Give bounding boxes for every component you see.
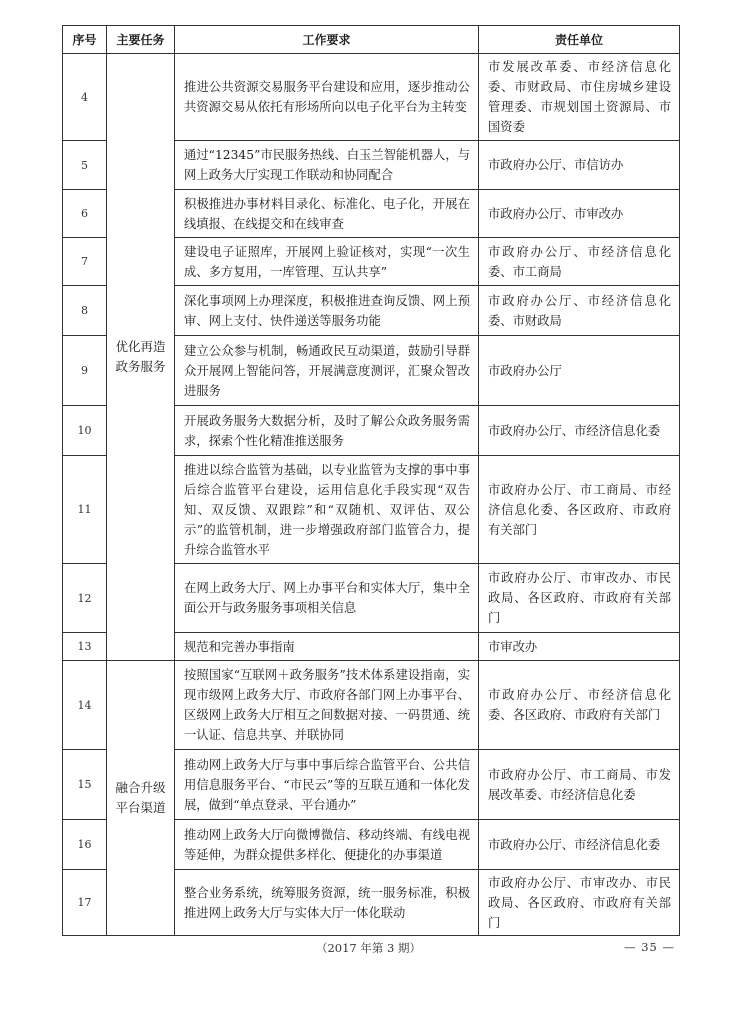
header-unit: 责任单位 xyxy=(479,26,680,54)
row-no: 12 xyxy=(63,564,107,633)
row-requirement: 推动网上政务大厅与事中事后综合监管平台、公共信用信息服务平台、“市民云”等的互联互通和一体化发展，做到“单点登录、平台通办” xyxy=(175,750,479,820)
row-unit: 市政府办公厅、市经济信息化委 xyxy=(479,406,680,456)
row-no: 13 xyxy=(63,633,107,661)
row-requirement: 在网上政务大厅、网上办事平台和实体大厅，集中全面公开与政务服务事项相关信息 xyxy=(175,564,479,633)
row-unit: 市政府办公厅、市经济信息化委、市工商局 xyxy=(479,238,680,286)
row-unit: 市审改办 xyxy=(479,633,680,661)
row-unit: 市政府办公厅、市经济信息化委、市财政局 xyxy=(479,286,680,336)
row-no: 17 xyxy=(63,870,107,936)
row-no: 10 xyxy=(63,406,107,456)
row-no: 9 xyxy=(63,336,107,406)
row-unit: 市政府办公厅、市信访办 xyxy=(479,141,680,190)
row-requirement: 建立公众参与机制，畅通政民互动渠道，鼓励引导群众开展网上智能问答，开展满意度测评，汇聚众智改进服务 xyxy=(175,336,479,406)
row-no: 15 xyxy=(63,750,107,820)
row-requirement: 推进以综合监管为基础，以专业监管为支撑的事中事后综合监管平台建设，运用信息化手段实现“双告知、双反馈、双跟踪”和“双随机、双评估、双公示”的监管机制，进一步增强政府部门监管合力，提升综合监管水平 xyxy=(175,456,479,564)
row-requirement: 开展政务服务大数据分析，及时了解公众政务服务需求，探索个性化精准推送服务 xyxy=(175,406,479,456)
task-cell-integrate: 融合升级平台渠道 xyxy=(107,661,175,936)
row-requirement: 深化事项网上办理深度，积极推进查询反馈、网上预审、网上支付、快件递送等服务功能 xyxy=(175,286,479,336)
row-no: 14 xyxy=(63,661,107,750)
row-unit: 市政府办公厅 xyxy=(479,336,680,406)
header-task: 主要任务 xyxy=(107,26,175,54)
row-no: 8 xyxy=(63,286,107,336)
row-requirement: 推进公共资源交易服务平台建设和应用，逐步推动公共资源交易从依托有形场所向以电子化平台为主转变 xyxy=(175,54,479,141)
row-requirement: 通过“12345”市民服务热线、白玉兰智能机器人，与网上政务大厅实现工作联动和协同配合 xyxy=(175,141,479,190)
task-table xyxy=(62,25,680,936)
header-no: 序号 xyxy=(63,26,107,54)
row-no: 7 xyxy=(63,238,107,286)
row-no: 4 xyxy=(63,54,107,141)
row-unit: 市政府办公厅、市审改办、市民政局、各区政府、市政府有关部门 xyxy=(479,870,680,936)
row-unit: 市发展改革委、市经济信息化委、市财政局、市住房城乡建设管理委、市规划国土资源局、市国资委 xyxy=(479,54,680,141)
row-unit: 市政府办公厅、市经济信息化委 xyxy=(479,820,680,870)
header-requirement: 工作要求 xyxy=(175,26,479,54)
row-no: 16 xyxy=(63,820,107,870)
row-unit: 市政府办公厅、市经济信息化委、各区政府、市政府有关部门 xyxy=(479,661,680,750)
page-number: — 35 — xyxy=(624,940,675,954)
table-row xyxy=(63,661,680,750)
issue-label: （2017 年第 3 期） xyxy=(315,941,422,955)
table-row xyxy=(63,54,680,141)
row-unit: 市政府办公厅、市工商局、市发展改革委、市经济信息化委 xyxy=(479,750,680,820)
row-requirement: 按照国家“互联网＋政务服务”技术体系建设指南，实现市级网上政务大厅、市政府各部门网上办事平台、区级网上政务大厅相互之间数据对接、一码贯通、统一认证、信息共享、并联协同 xyxy=(175,661,479,750)
row-unit: 市政府办公厅、市工商局、市经济信息化委、各区政府、市政府有关部门 xyxy=(479,456,680,564)
row-requirement: 整合业务系统，统筹服务资源，统一服务标准，积极推进网上政务大厅与实体大厅一体化联动 xyxy=(175,870,479,936)
row-requirement: 规范和完善办事指南 xyxy=(175,633,479,661)
table-header-row xyxy=(63,26,680,54)
row-no: 11 xyxy=(63,456,107,564)
row-no: 6 xyxy=(63,190,107,238)
row-requirement: 推动网上政务大厅向微博微信、移动终端、有线电视等延伸，为群众提供多样化、便捷化的办事渠道 xyxy=(175,820,479,870)
row-unit: 市政府办公厅、市审改办 xyxy=(479,190,680,238)
task-cell-optimize: 优化再造政务服务 xyxy=(107,54,175,661)
row-requirement: 建设电子证照库，开展网上验证核对，实现“一次生成、多方复用，一库管理、互认共享” xyxy=(175,238,479,286)
row-requirement: 积极推进办事材料目录化、标准化、电子化，开展在线填报、在线提交和在线审查 xyxy=(175,190,479,238)
row-unit: 市政府办公厅、市审改办、市民政局、各区政府、市政府有关部门 xyxy=(479,564,680,633)
row-no: 5 xyxy=(63,141,107,190)
